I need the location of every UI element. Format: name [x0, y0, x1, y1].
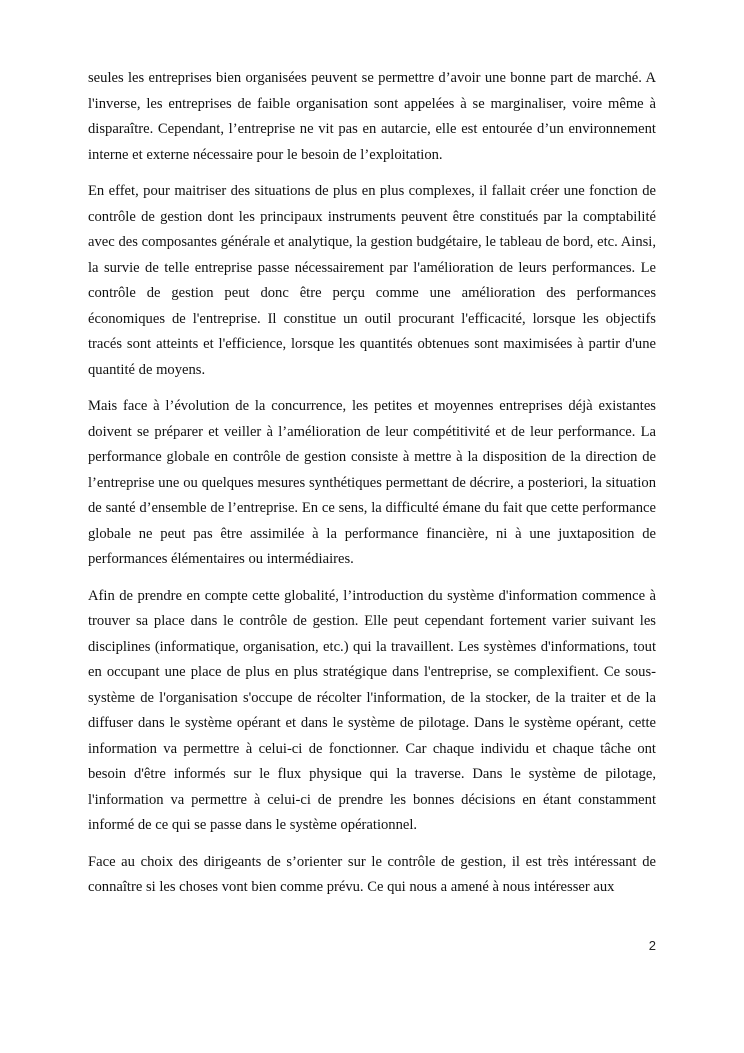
paragraph: seules les entreprises bien organisées peuvent se permettre d’avoir une bonne part de marché. A l'inverse, les entreprises de faible organisation sont appelées à se marginaliser, voire même à disparaître. Cependant, l’entreprise ne vit pas en autarcie, elle est entourée d’un environnement interne et externe nécessaire pour le besoin de l’exploitation. — [88, 70, 656, 163]
paragraph: Face au choix des dirigeants de s’orienter sur le contrôle de gestion, il est très intéressant de connaître si les choses vont bien comme prévu. Ce qui nous a amené à nous intéresser aux — [88, 853, 656, 895]
paragraph: En effet, pour maitriser des situations de plus en plus complexes, il fallait créer une fonction de contrôle de gestion dont les principaux instruments peuvent être constitués par la comptabilité avec des composantes générale et analytique, la gestion budgétaire, le tableau de bord, etc. Ainsi, la survie de telle entreprise passe nécessairement par l'amélioration de leurs performances. Le contrôle de gestion peut donc être perçu comme une amélioration des performances économiques de l'entreprise. Il constitue un outil procurant l'efficacité, lorsque les objectifs tracés sont atteints et l'efficience, lorsque les quantités obtenues sont maximisées à partir d'une quantité de moyens. — [88, 183, 656, 378]
paragraph: Afin de prendre en compte cette globalité, l’introduction du système d'information commence à trouver sa place dans le contrôle de gestion. Elle peut cependant fortement varier suivant les disciplines (informatique, organisation, etc.) qui la travaillent. Les systèmes d'informations, tout en occupant une place de plus en plus stratégique dans l'entreprise, se complexifient. Ce sous-système de l'organisation s'occupe de récolter l'information, de la stocker, de la traiter et de la diffuser dans le système opérant et dans le système de pilotage. Dans le système opérant, cette information va permettre à celui-ci de fonctionner. Car chaque individu et chaque tâche ont besoin d'être informés sur le flux physique qui la traverse. Dans le système de pilotage, l'information va permettre à celui-ci de prendre les bonnes décisions en étant constamment informé de ce qui se passe dans le système opérationnel. — [88, 587, 656, 833]
body-text — [88, 66, 656, 912]
page-number: 2 — [648, 938, 656, 953]
paragraph: Mais face à l’évolution de la concurrence, les petites et moyennes entreprises déjà existantes doivent se préparer et veiller à l’amélioration de leur compétitivité et de leur performance. La performance globale en contrôle de gestion consiste à mettre à la disposition de la direction de l’entreprise une ou quelques mesures synthétiques permettant de décrire, a posteriori, la situation de santé d’ensemble de l’entreprise. En ce sens, la difficulté émane du fait que cette performance globale ne peut pas être assimilée à la performance financière, ni à une juxtaposition de performances élémentaires ou intermédiaires. — [88, 398, 656, 567]
